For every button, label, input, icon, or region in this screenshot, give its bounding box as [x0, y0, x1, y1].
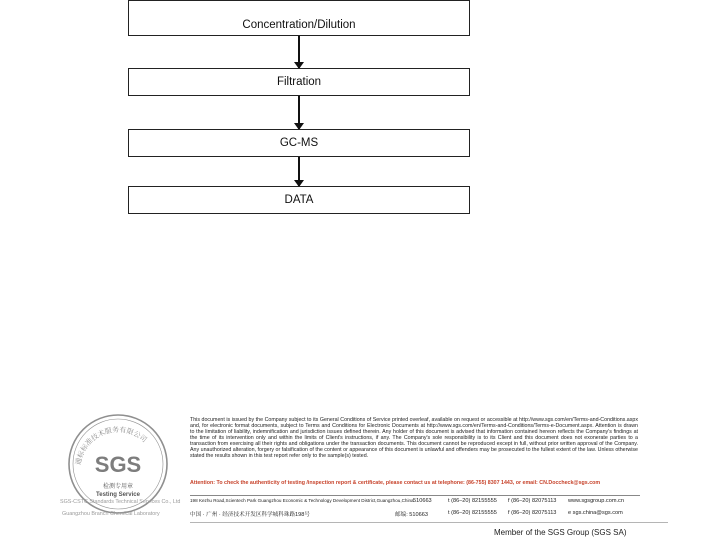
step-label: Concentration/Dilution — [242, 19, 356, 31]
arrow-down-icon — [298, 36, 300, 68]
address-street: 198 Kezhu Road,Scientech Park Guangzhou Economic & Technology Development District,Guangzhou,China — [190, 498, 414, 503]
address-tel: t (86–20) 82155555 — [448, 498, 497, 504]
step-gc-ms — [128, 129, 470, 157]
seal-company-line-1: SGS-CSTC Standards Technical Services Co., Ltd — [60, 499, 181, 505]
address-tel-cn: t (86–20) 82155555 — [448, 510, 497, 516]
seal-arc-text: 通标标准技术服务有限公司 — [74, 425, 149, 466]
authenticity-attention: Attention: To check the authenticity of testing /inspection report & certificate, please contact us at telephone: (86-755) 8307 1443, or email: CN.Doccheck@sgs.com — [190, 480, 601, 486]
address-postcode-cn: 邮编: 510663 — [395, 512, 428, 518]
seal-logo-text: SGS — [94, 452, 142, 477]
footer-divider — [190, 495, 640, 496]
address-web: www.sgsgroup.com.cn — [568, 498, 624, 504]
step-label: GC-MS — [279, 137, 319, 149]
sgs-member-text: Member of the SGS Group (SGS SA) — [494, 528, 627, 537]
step-label: DATA — [284, 194, 314, 206]
footer-bottom-divider — [190, 522, 668, 523]
address-fax-cn: f (86–20) 82075113 — [508, 510, 557, 516]
address-street-cn: 中国 · 广州 · 经济技术开发区科学城科珠路198号 — [190, 512, 310, 518]
address-fax: f (86–20) 82075113 — [508, 498, 557, 504]
seal-inner-cn: 检测专用章 — [102, 483, 134, 490]
legal-disclaimer: This document is issued by the Company subject to its General Conditions of Service printed overleaf, available on request or accessible at http://www.sgs.com/en/Terms-and-Conditions.aspx and, for electronic format documents, subject to Terms and Conditions for Electronic Documents at http://www.sgs.com/en/Terms-and-Conditions/Terms-e-Document.aspx. Attention is drawn to the limitation of liability, indemnification and jurisdiction issues defined therein. Any holder of this document is advised that information contained hereon reflects the Company's findings at the time of its intervention only and within the limits of Client's instructions, if any. The Company's sole responsibility is to its Client and this document does not exonerate parties to a transaction from exercising all their rights and obligations under the transaction documents. This document cannot be reproduced except in full, without prior written approval of the Company. Any unauthorized alteration, forgery or falsification of the content or appearance of this document is unlawful and offenders may be prosecuted to the fullest extent of the law. Unless otherwise stated the results shown in this test report refer only to the sample(s) tested. — [190, 417, 638, 460]
seal-inner-en: Testing Service — [96, 492, 140, 498]
step-concentration-dilution — [128, 0, 470, 36]
step-label: Filtration — [276, 76, 322, 88]
arrow-down-icon — [298, 96, 300, 129]
step-filtration — [128, 68, 470, 96]
step-data — [128, 186, 470, 214]
address-email-cn: e sgs.china@sgs.com — [568, 510, 623, 516]
seal-company-line-2: Guangzhou Branch Chemical Laboratory — [62, 511, 160, 517]
address-postcode: 510663 — [413, 498, 432, 504]
arrow-down-icon — [298, 157, 300, 186]
